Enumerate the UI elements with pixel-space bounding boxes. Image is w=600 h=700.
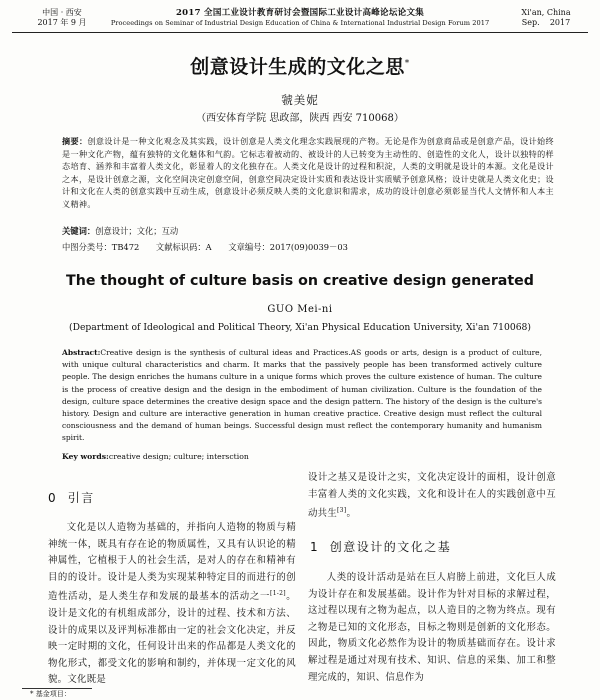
header-proceedings-cn: 2017 全国工业设计教育研讨会暨国际工业设计高峰论坛论文集: [175, 8, 425, 18]
header-date-en: Sep. 2017: [521, 18, 571, 27]
abstract-en-text: Creative design is the synthesis of cultural ideas and Practices.AS goods or arts, design is a product of culture, with unique cultural characteristics and charm. It marks that the passively people has been transformed actively culture people. The design enriches the humans culture in a unique forms which proves the culture existence of human. The culture is the process of creative design and the design in the embodiment of human civilization. Culture is the foundation of the design, culture space determines the creative design space and the design pattern. The history of the design is the culture's history. Design and culture are interactive generation in human creative practice. Creative design must reflect the cultural consciousness and the demand of human beings. Successful design must reflect the contemporary humanity and humanism spirit.: [62, 348, 542, 443]
citation-1-2: [1-2]: [270, 590, 286, 598]
title-footnote-mark: *: [404, 58, 410, 69]
keywords-cn-label: 关键词：: [62, 226, 96, 236]
section-0-title: 引言: [67, 491, 95, 505]
right-column-continuation: [308, 470, 556, 523]
header-location-date: [22, 8, 102, 28]
section-1-paragraph: 人类的设计活动是站在巨人肩膀上前进，文化巨人成为设计存在和发展基础。设计作为针对目标的求解过程，这过程以现有之物为起点，以人造目的之物为终点。现有之物是已知的文化形态，目标之物则是创新的文化形态。因此，物质文化必然作为设计的物质基础而存在。设计求解过程是通过对现有技术、知识、信息的采集、加工和整理完成的，知识、信息作为: [308, 572, 556, 683]
header-location-date-en: [504, 8, 588, 28]
citation-3: [3]: [337, 507, 347, 515]
clc-number: 中图分类号：TB472: [62, 242, 140, 252]
abstract-cn-label: 摘要：: [62, 136, 88, 146]
keywords-cn: [62, 225, 554, 237]
header-date: 2017 年 9 月: [37, 18, 87, 27]
running-header: [0, 6, 600, 32]
header-proceedings: [104, 8, 496, 28]
keywords-en-label: Key words:: [62, 452, 109, 461]
affiliation-en: (Department of Ideological and Political Theory, Xi'an Physical Education University, Xi'an 710068): [69, 322, 531, 333]
section-1-body: [308, 570, 556, 686]
title-cn-text: 创意设计生成的文化之思: [190, 56, 405, 78]
section-0-body: [48, 520, 296, 689]
author-cn: 虢美妮: [281, 93, 319, 107]
article-number: 文章编号：2017(09)0039－03: [228, 242, 348, 252]
classification-line: [62, 241, 554, 253]
abstract-cn: [62, 135, 554, 210]
continuation-paragraph: 设计之基又是设计之实，文化决定设计的面相，设计创意丰富着人类的文化实践，文化和设计在人的实践创意中互动共生[3]。: [308, 472, 556, 520]
keywords-cn-text: 创意设计；文化；互动: [95, 226, 179, 236]
document-code: 文献标识码：A: [155, 242, 212, 252]
abstract-en: [62, 347, 542, 445]
header-location-en: Xi'an, China: [521, 8, 571, 17]
paper-title-cn: [0, 52, 600, 79]
section-1-number: 1: [310, 540, 320, 554]
keywords-en: [62, 452, 542, 461]
section-0-heading: [48, 489, 95, 506]
section-0-paragraph: 文化是以人造物为基础的，并指向人造物的物质与精神统一体，既具有存在论的物质属性，又具有认识论的精神属性，它植根于人的社会生活，是对人的存在和精神有目的的设计。设计是人类为实现某种特定目的而进行的创造性活动，是人类生存和发展的最基本的活动之一[1-2]。设计是文化的有机组成部分，设计的过程、技术和方法、设计的成果以及评判标准都由一定的社会文化决定，并反映一定时期的文化，任何设计出来的作品都是人类文化的物化形式，都受文化的影响和制约，并体现一定文化的风貌。文化既是: [48, 522, 296, 686]
abstract-en-label: Abstract:: [62, 348, 101, 357]
header-proceedings-en: Proceedings on Seminar of Industrial Design Education of China & International Industrial Design Forum 2017: [110, 19, 490, 27]
footnote: * 基金项目：: [30, 690, 71, 698]
header-rule: [12, 32, 588, 33]
section-1-title: 创意设计的文化之基: [329, 540, 452, 554]
author-en: GUO Mei-ni: [267, 304, 333, 315]
header-location: 中国 · 西安: [42, 8, 82, 17]
affiliation-cn: （西安体育学院 思政部，陕西 西安 710068）: [196, 113, 404, 124]
abstract-cn-text: 创意设计是一种文化观念及其实践，设计创意是人类文化理念实践展现的产物。无论是作为创意商品或是创意产品，设计始终是一种文化产物，蕴有独特的文化魅体和气韵。它标志着被动的、被设计的人已转变为主动性的、创造性的文化人，设计以独特的样态培育、涵养和丰富着人类文化，彰显着人的文化独存在。人类文化是设计的过程和积淀，人类的文明就是设计的本源。文化是设计之本，是设计创意之源，文化空间决定创意空间，创意空间决定设计实质和表达设计实质赋予创意风格；设计史就是人类文化史；设计和文化在人类的创意实践中互动生成，创意设计必须反映人类的文化意识和需求，成功的设计创意必须彰显当代人文情怀和人本主义精神。: [62, 136, 554, 209]
section-1-heading: [310, 538, 451, 555]
section-0-number: 0: [48, 491, 58, 505]
keywords-en-text: creative design; culture; intersction: [108, 452, 249, 461]
paper-title-en: The thought of culture basis on creative design generated: [66, 273, 534, 289]
